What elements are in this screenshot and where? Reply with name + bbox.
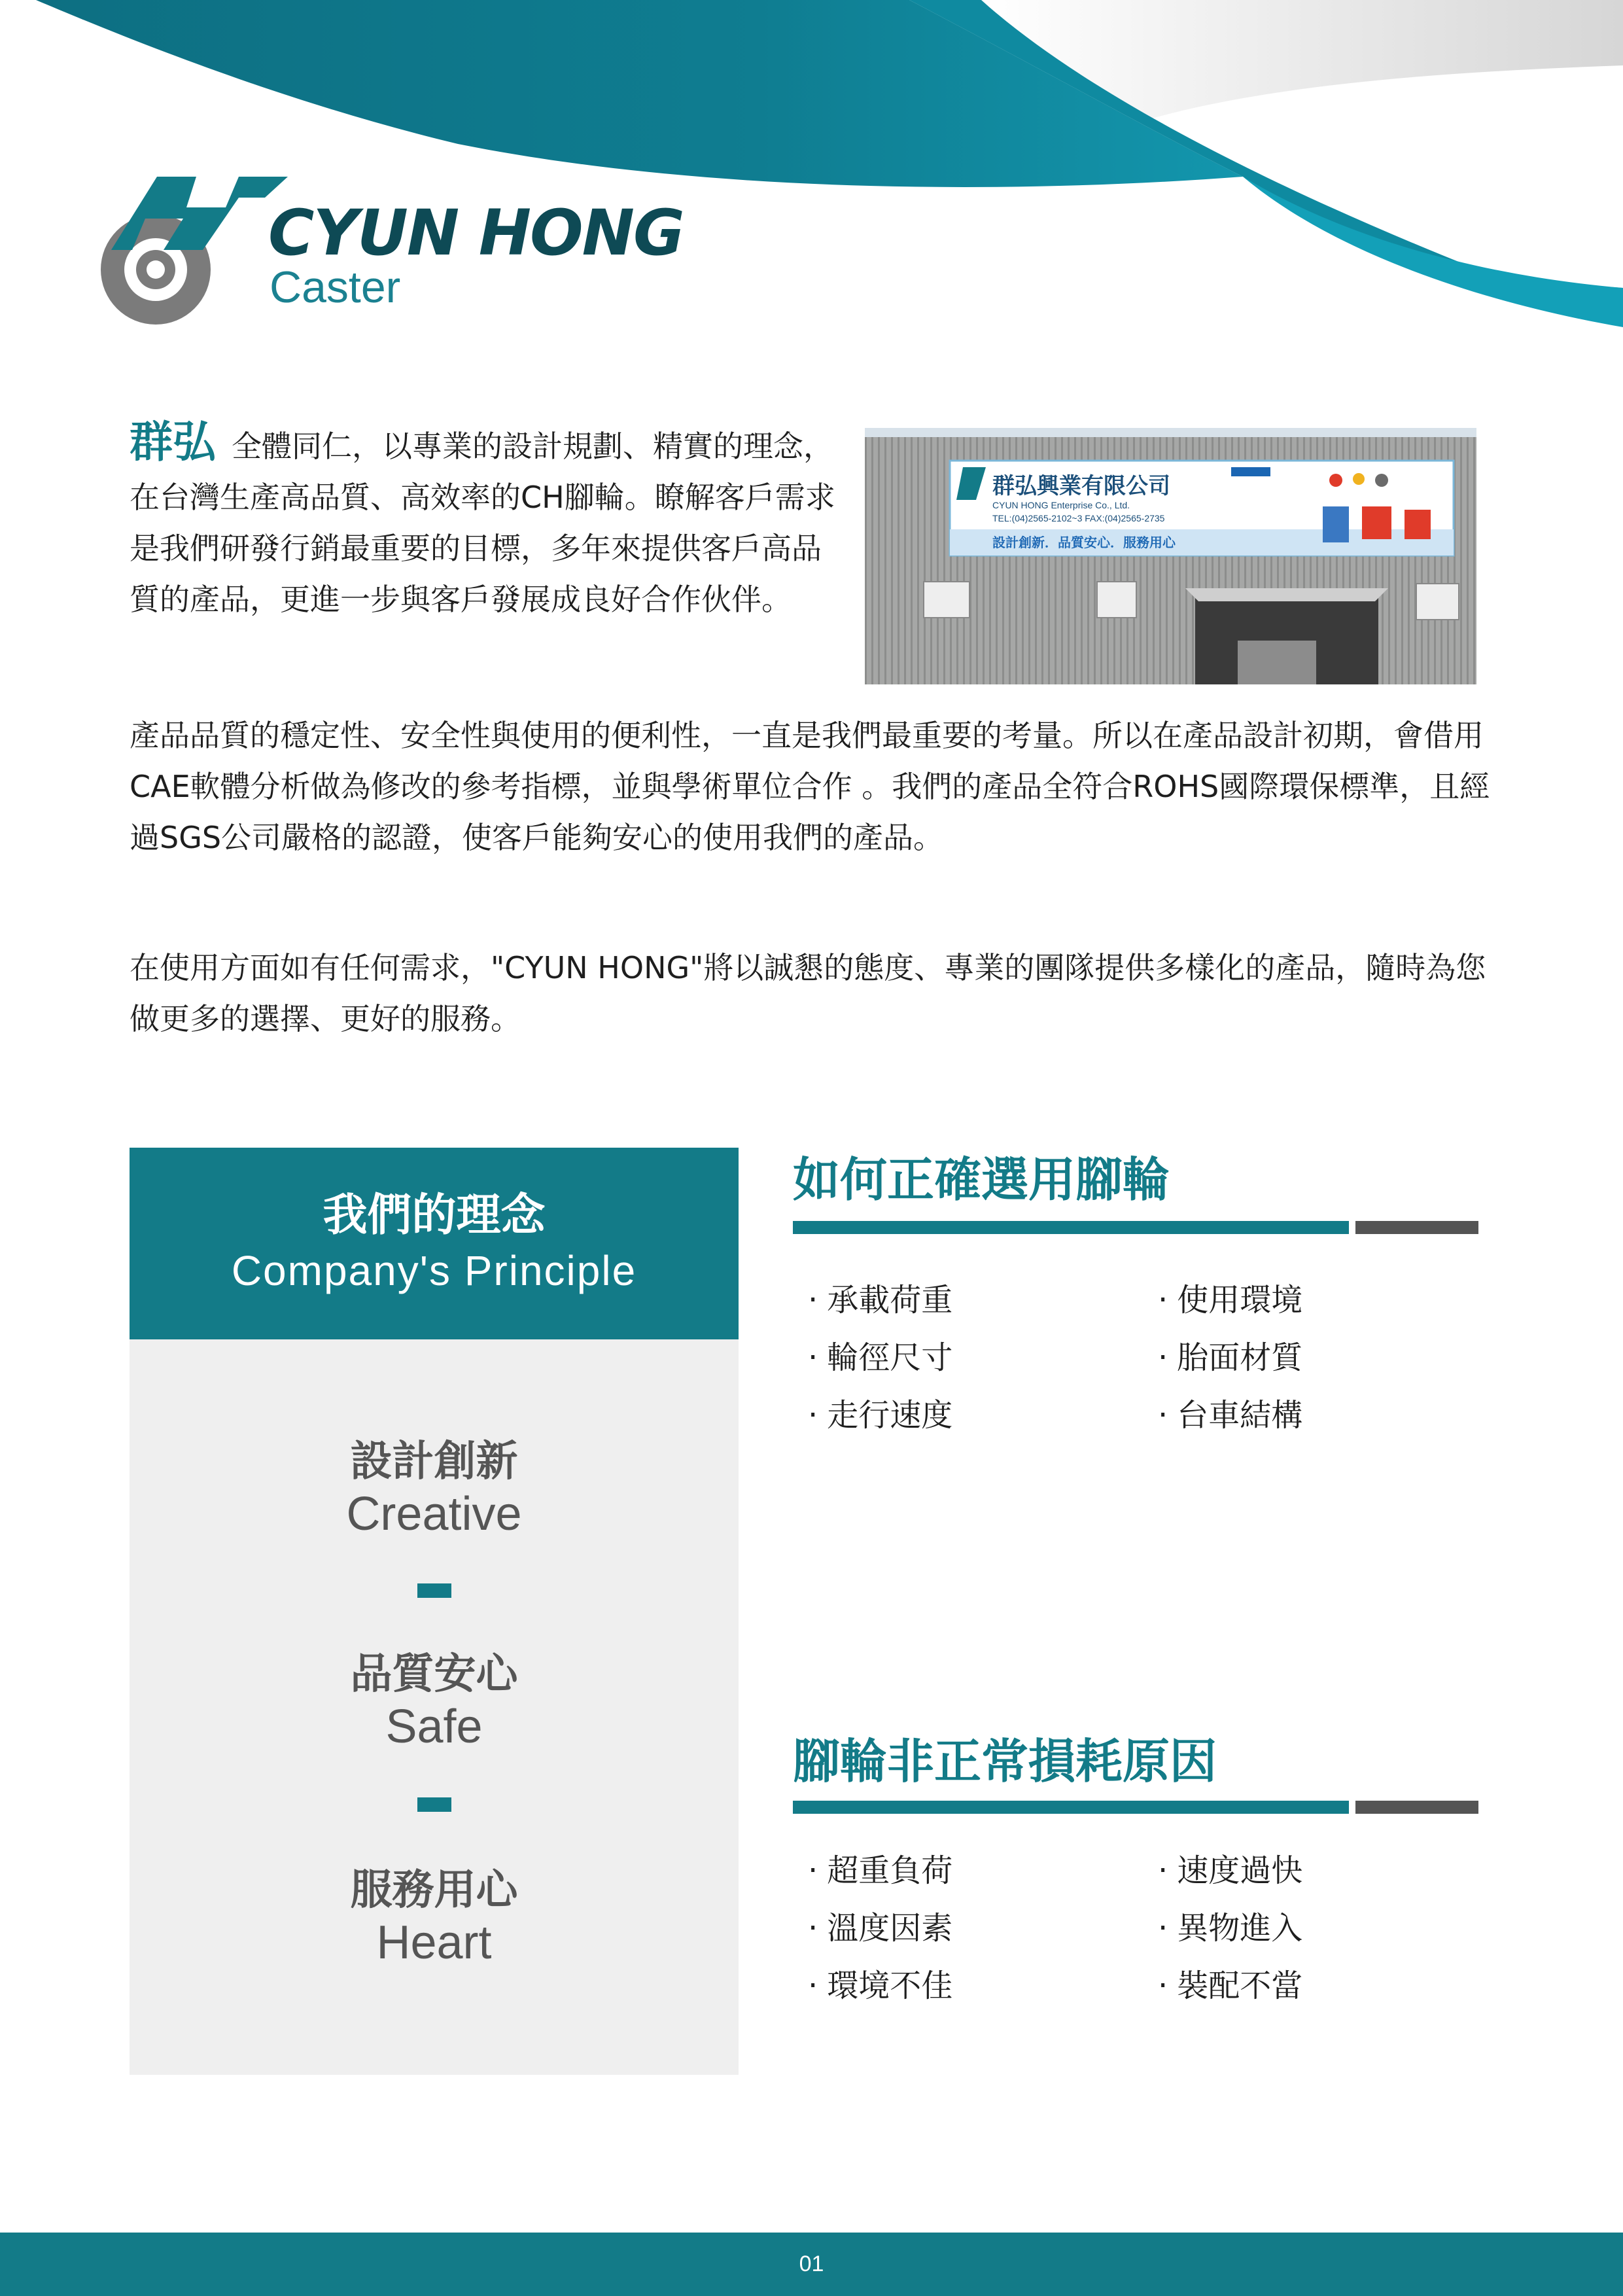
sign-en: CYUN HONG Enterprise Co., Ltd. xyxy=(992,500,1130,510)
selection-item: · 胎面材質 xyxy=(1158,1332,1302,1377)
sign-slogan: 設計創新．品質安心．服務用心 xyxy=(992,535,1176,550)
wear-item: · 溫度因素 xyxy=(808,1903,952,1948)
pillar-divider xyxy=(417,1583,451,1598)
wear-item: · 環境不佳 xyxy=(808,1960,952,2005)
wear-item: · 速度過快 xyxy=(1158,1845,1302,1890)
intro-paragraph xyxy=(130,416,836,625)
selection-item: · 承載荷重 xyxy=(808,1275,952,1320)
pillar-en: Safe xyxy=(385,1701,483,1753)
brand-name: CYUN HONG xyxy=(268,196,684,270)
wear-rule xyxy=(793,1801,1478,1814)
wear-item: · 裝配不當 xyxy=(1158,1960,1302,2005)
sign-tel: TEL:(04)2565-2102~3 FAX:(04)2565-2735 xyxy=(992,513,1165,523)
selection-item: · 輪徑尺寸 xyxy=(808,1332,952,1377)
intro-text: 全體同仁，以專業的設計規劃、精實的理念，在台灣生產高品質、高效率的CH腳輪。瞭解客戶需求是我們研發行銷最重要的目標，多年來提供客戶高品質的產品，更進一步與客戶發展成良好合作伙伴。 xyxy=(130,429,835,617)
selection-item: · 走行速度 xyxy=(808,1390,952,1435)
wear-item: · 異物進入 xyxy=(1158,1903,1302,1948)
pillar-safe xyxy=(130,1648,739,1753)
selection-title: 如何正確選用腳輪 xyxy=(793,1152,1170,1207)
principle-subtitle: Company's Principle xyxy=(231,1247,637,1294)
pillar-zh: 服務用心 xyxy=(350,1865,518,1915)
page-number: 01 xyxy=(799,2252,824,2276)
principle-title: 我們的理念 xyxy=(323,1189,546,1241)
cyun-hong-logo-icon xyxy=(98,171,294,328)
service-paragraph: 在使用方面如有任何需求，"CYUN HONG"將以誠懇的態度、專業的團隊提供多樣化的產品，隨時為您做更多的選擇、更好的服務。 xyxy=(130,950,1486,1036)
brand-subtitle: Caster xyxy=(270,262,401,312)
factory-photo xyxy=(865,428,1476,684)
page-footer xyxy=(0,2233,1623,2296)
quality-paragraph: 產品品質的穩定性、安全性與使用的便利性，一直是我們最重要的考量。所以在產品設計初期，會借用CAE軟體分析做為修改的參考指標，並與學術單位合作 。我們的產品全符合ROHS國際環保標準，且經過SGS公司嚴格的認證，使客戶能夠安心的使用我們的產品。 xyxy=(130,718,1490,855)
pillar-zh: 品質安心 xyxy=(350,1650,518,1699)
wear-title: 腳輪非正常損耗原因 xyxy=(793,1733,1217,1789)
pillar-en: Heart xyxy=(376,1916,492,1969)
pillar-heart xyxy=(130,1864,739,1969)
selection-rule xyxy=(793,1221,1478,1234)
selection-item: · 使用環境 xyxy=(1158,1275,1302,1320)
sign-title: 群弘興業有限公司 xyxy=(992,473,1170,499)
wear-item: · 超重負荷 xyxy=(808,1845,952,1890)
pillar-en: Creative xyxy=(346,1488,522,1540)
pillar-divider xyxy=(417,1797,451,1812)
intro-lead: 群弘 xyxy=(130,416,216,467)
pillar-zh: 設計創新 xyxy=(350,1437,518,1486)
selection-item: · 台車結構 xyxy=(1158,1390,1302,1435)
principle-body xyxy=(130,1339,739,2075)
pillar-creative xyxy=(130,1436,739,1540)
principle-header xyxy=(130,1148,739,1339)
